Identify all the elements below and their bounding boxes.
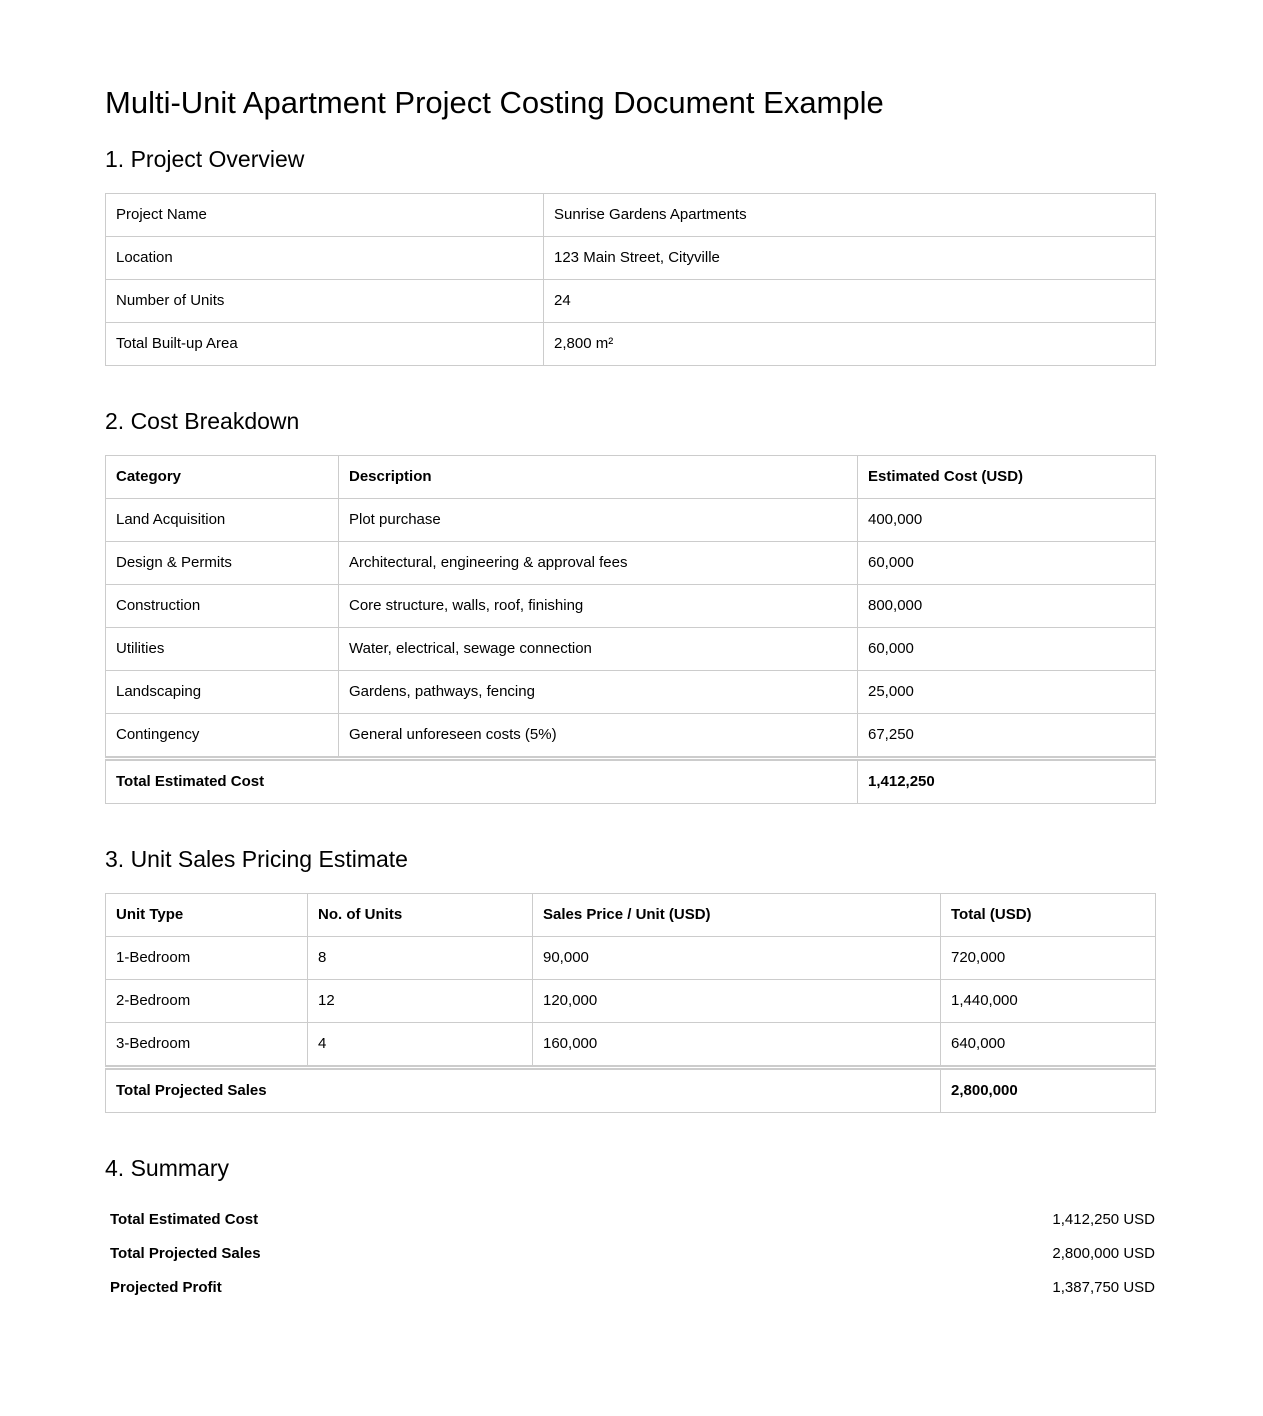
table-row xyxy=(106,194,1156,237)
unit-sales-table xyxy=(105,893,1156,1113)
cost-description: Water, electrical, sewage connection xyxy=(339,628,858,671)
summary-label: Total Projected Sales xyxy=(110,1244,261,1262)
section-heading-unit-sales: 3. Unit Sales Pricing Estimate xyxy=(105,846,408,872)
column-header: Sales Price / Unit (USD) xyxy=(533,894,941,937)
overview-row-value: 123 Main Street, Cityville xyxy=(544,237,1156,280)
unit-type: 3-Bedroom xyxy=(106,1023,308,1068)
document-page xyxy=(105,0,1155,1304)
unit-total: 640,000 xyxy=(941,1023,1156,1068)
section-heading-summary: 4. Summary xyxy=(105,1155,229,1181)
total-label: Total Estimated Cost xyxy=(106,759,858,804)
table-row xyxy=(106,1023,1156,1068)
overview-row-label: Total Built-up Area xyxy=(106,323,544,366)
table-row xyxy=(106,714,1156,759)
table-header-row xyxy=(106,894,1156,937)
column-header: Estimated Cost (USD) xyxy=(858,456,1156,499)
table-row xyxy=(106,937,1156,980)
total-row xyxy=(106,1068,1156,1113)
cost-description: Architectural, engineering & approval fees xyxy=(339,542,858,585)
table-row xyxy=(106,628,1156,671)
unit-price: 90,000 xyxy=(533,937,941,980)
project-overview-table xyxy=(105,193,1156,366)
cost-category: Utilities xyxy=(106,628,339,671)
cost-amount: 800,000 xyxy=(858,585,1156,628)
unit-total: 1,440,000 xyxy=(941,980,1156,1023)
cost-description: Plot purchase xyxy=(339,499,858,542)
cost-breakdown-table xyxy=(105,455,1156,804)
unit-price: 120,000 xyxy=(533,980,941,1023)
cost-category: Landscaping xyxy=(106,671,339,714)
table-row xyxy=(106,542,1156,585)
summary-value: 1,387,750 USD xyxy=(1052,1278,1155,1296)
summary-row xyxy=(105,1202,1155,1236)
cost-category: Design & Permits xyxy=(106,542,339,585)
overview-row-label: Project Name xyxy=(106,194,544,237)
summary-row xyxy=(105,1270,1155,1304)
overview-row-label: Number of Units xyxy=(106,280,544,323)
table-row xyxy=(106,499,1156,542)
overview-row-label: Location xyxy=(106,237,544,280)
summary-label: Total Estimated Cost xyxy=(110,1210,259,1228)
column-header: No. of Units xyxy=(308,894,533,937)
cost-category: Contingency xyxy=(106,714,339,759)
unit-total: 720,000 xyxy=(941,937,1156,980)
cost-amount: 60,000 xyxy=(858,628,1156,671)
column-header: Unit Type xyxy=(106,894,308,937)
unit-price: 160,000 xyxy=(533,1023,941,1068)
table-row xyxy=(106,323,1156,366)
cost-category: Land Acquisition xyxy=(106,499,339,542)
summary-block xyxy=(105,1202,1155,1304)
overview-row-value: Sunrise Gardens Apartments xyxy=(544,194,1156,237)
table-header-row xyxy=(106,456,1156,499)
cost-amount: 67,250 xyxy=(858,714,1156,759)
overview-row-value: 2,800 m² xyxy=(544,323,1156,366)
cost-amount: 60,000 xyxy=(858,542,1156,585)
column-header: Total (USD) xyxy=(941,894,1156,937)
unit-count: 4 xyxy=(308,1023,533,1068)
total-amount: 1,412,250 xyxy=(858,759,1156,804)
summary-row xyxy=(105,1236,1155,1270)
unit-count: 12 xyxy=(308,980,533,1023)
unit-count: 8 xyxy=(308,937,533,980)
table-row xyxy=(106,980,1156,1023)
summary-value: 1,412,250 USD xyxy=(1052,1210,1155,1228)
summary-label: Projected Profit xyxy=(110,1278,222,1296)
total-row xyxy=(106,759,1156,804)
cost-description: General unforeseen costs (5%) xyxy=(339,714,858,759)
column-header: Category xyxy=(106,456,339,499)
cost-amount: 25,000 xyxy=(858,671,1156,714)
unit-type: 1-Bedroom xyxy=(106,937,308,980)
unit-type: 2-Bedroom xyxy=(106,980,308,1023)
table-row xyxy=(106,280,1156,323)
cost-amount: 400,000 xyxy=(858,499,1156,542)
overview-row-value: 24 xyxy=(544,280,1156,323)
table-row xyxy=(106,671,1156,714)
table-row xyxy=(106,585,1156,628)
section-heading-cost-breakdown: 2. Cost Breakdown xyxy=(105,408,300,434)
cost-description: Gardens, pathways, fencing xyxy=(339,671,858,714)
column-header: Description xyxy=(339,456,858,499)
table-row xyxy=(106,237,1156,280)
cost-description: Core structure, walls, roof, finishing xyxy=(339,585,858,628)
total-amount: 2,800,000 xyxy=(941,1068,1156,1113)
cost-category: Construction xyxy=(106,585,339,628)
summary-value: 2,800,000 USD xyxy=(1052,1244,1155,1262)
section-heading-project-overview: 1. Project Overview xyxy=(105,146,305,172)
total-label: Total Projected Sales xyxy=(106,1068,941,1113)
page-title: Multi-Unit Apartment Project Costing Document Example xyxy=(105,85,884,120)
